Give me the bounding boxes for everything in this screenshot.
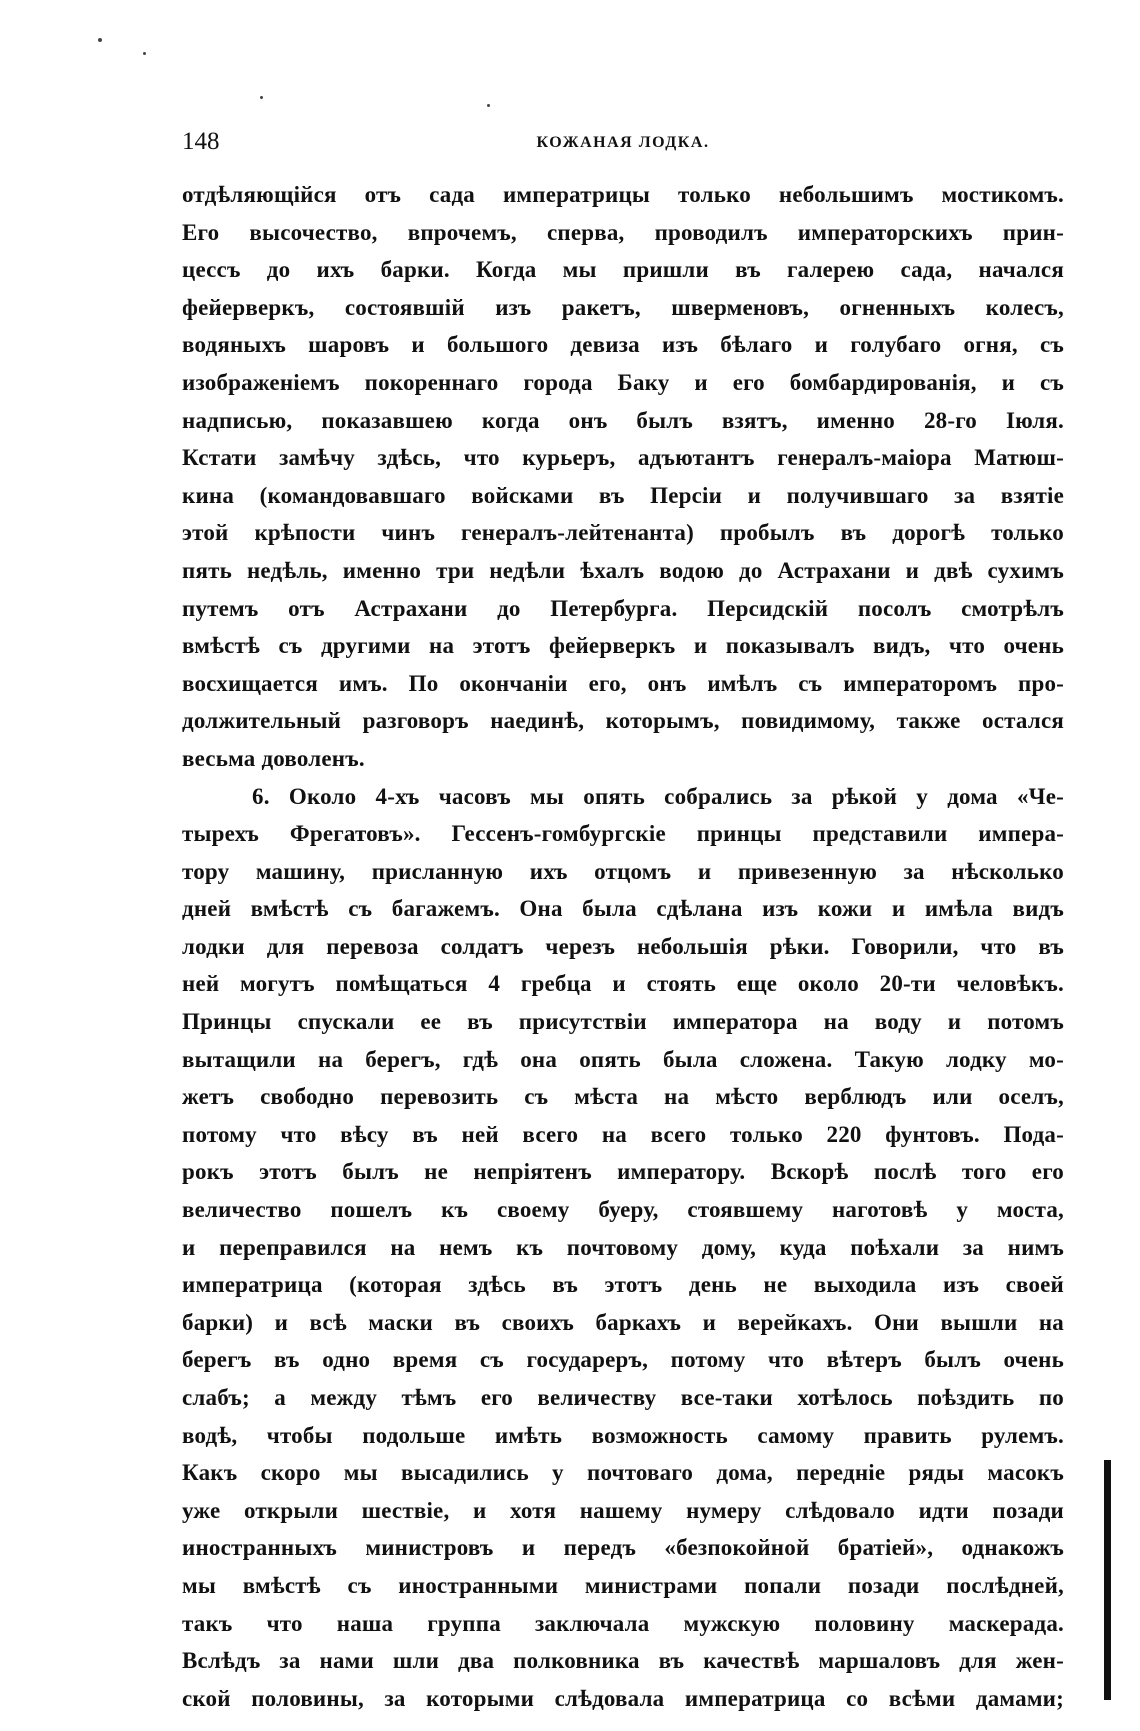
text-line: потому что вѣсу въ ней всего на всего только 220 фунтовъ. Пода- — [182, 1121, 1064, 1147]
text-line: вытащили на берегъ, гдѣ она опять была сложена. Такую лодку мо- — [182, 1046, 1064, 1072]
text-line: такъ что наша группа заключала мужскую половину маскерада. — [182, 1610, 1064, 1636]
text-line: должительный разговоръ наединѣ, которымъ, повидимому, также остался — [182, 708, 1064, 734]
text-line: ской половины, за которыми слѣдовала императрица со всѣми дамами; — [182, 1685, 1064, 1711]
text-line: тырехъ Фрегатовъ». Гессенъ-гомбургскіе принцы представили импера- — [182, 821, 1064, 847]
text-line: надписью, показавшею когда онъ былъ взятъ, именно 28-го Іюля. — [182, 407, 1064, 433]
text-line: иностранныхъ министровъ и передъ «безпокойной братіей», однакожъ — [182, 1535, 1064, 1561]
text-line: и переправился на немъ къ почтовому дому, куда поѣхали за нимъ — [182, 1234, 1064, 1260]
paragraph-start-line: 6. Около 4-хъ часовъ мы опять собрались за рѣкой у дома «Че- — [252, 783, 1064, 809]
text-line: Кстати замѣчу здѣсь, что курьеръ, адъютантъ генералъ-маіора Матюш- — [182, 445, 1064, 471]
scan-margin-bar — [1104, 1460, 1111, 1700]
scan-speck — [260, 96, 263, 99]
text-line: барки) и всѣ маски въ своихъ баркахъ и верейкахъ. Они вышли на — [182, 1309, 1064, 1335]
text-line: фейерверкъ, состоявшій изъ ракетъ, шверменовъ, огненныхъ колесъ, — [182, 294, 1064, 320]
text-line: императрица (которая здѣсь въ этотъ день не выходила изъ своей — [182, 1272, 1064, 1298]
text-line: уже открыли шествіе, и хотя нашему нумеру слѣдовало идти позади — [182, 1497, 1064, 1523]
page-number: 148 — [182, 128, 220, 155]
text-line: Какъ скоро мы высадились у почтоваго дома, передніе ряды масокъ — [182, 1460, 1064, 1486]
text-line: восхищается имъ. По окончаніи его, онъ имѣлъ съ императоромъ про- — [182, 670, 1064, 696]
text-line: вмѣстѣ съ другими на этотъ фейерверкъ и показывалъ видъ, что очень — [182, 633, 1064, 659]
text-line: отдѣляющійся отъ сада императрицы только небольшимъ мостикомъ. — [182, 182, 1064, 207]
text-line: жетъ свободно перевозить съ мѣста на мѣсто верблюдъ или оселъ, — [182, 1084, 1064, 1110]
text-line: тору машину, присланную ихъ отцомъ и привезенную за нѣсколько — [182, 858, 1064, 884]
text-line: водяныхъ шаровъ и большого девиза изъ бѣлаго и голубаго огня, съ — [182, 332, 1064, 358]
text-line: водѣ, чтобы подольше имѣть возможность самому править рулемъ. — [182, 1422, 1064, 1448]
text-line: мы вмѣстѣ съ иностранными министрами попали позади послѣдней, — [182, 1572, 1064, 1598]
text-line: пять недѣль, именно три недѣли ѣхалъ водою до Астрахани и двѣ сухимъ — [182, 557, 1064, 583]
text-line: цессъ до ихъ барки. Когда мы пришли въ галерею сада, начался — [182, 257, 1064, 283]
text-line: путемъ отъ Астрахани до Петербурга. Персидскій посолъ смотрѣлъ — [182, 595, 1064, 621]
text-line: берегъ въ одно время съ государеръ, потому что вѣтеръ былъ очень — [182, 1347, 1064, 1373]
text-line: дней вмѣстѣ съ багажемъ. Она была сдѣлана изъ кожи и имѣла видъ — [182, 896, 1064, 922]
text-line: весьма доволенъ. — [182, 745, 365, 771]
text-line: лодки для перевоза солдатъ черезъ небольшія рѣки. Говорили, что въ — [182, 933, 1064, 959]
scan-speck — [98, 38, 102, 42]
text-line: изображеніемъ покореннаго города Баку и его бомбардированія, и съ — [182, 369, 1064, 395]
text-line: слабъ; а между тѣмъ его величеству все-таки хотѣлось поѣздить по — [182, 1385, 1064, 1410]
text-line: Вслѣдъ за нами шли два полковника въ качествѣ маршаловъ для жен- — [182, 1648, 1064, 1674]
running-title: КОЖАНАЯ ЛОДКА. — [536, 134, 710, 151]
scan-speck — [487, 104, 490, 107]
page-header — [182, 128, 1064, 164]
text-line: кина (командовавшаго войсками въ Персіи и получившаго за взятіе — [182, 482, 1064, 508]
text-line: Его высочество, впрочемъ, сперва, проводилъ императорскихъ прин- — [182, 219, 1064, 245]
scan-speck — [143, 52, 146, 55]
text-line: рокъ этотъ былъ не непріятенъ императору. Вскорѣ послѣ того его — [182, 1159, 1064, 1185]
text-line: Принцы спускали ее въ присутствіи императора на воду и потомъ — [182, 1009, 1064, 1035]
text-line: ней могутъ помѣщаться 4 гребца и стоять еще около 20-ти человѣкъ. — [182, 971, 1064, 997]
text-line: этой крѣпости чинъ генералъ-лейтенанта) пробылъ въ дорогѣ только — [182, 520, 1064, 546]
text-line: величество пошелъ къ своему буеру, стоявшему наготовѣ у моста, — [182, 1197, 1064, 1223]
body-text — [182, 176, 1064, 1717]
